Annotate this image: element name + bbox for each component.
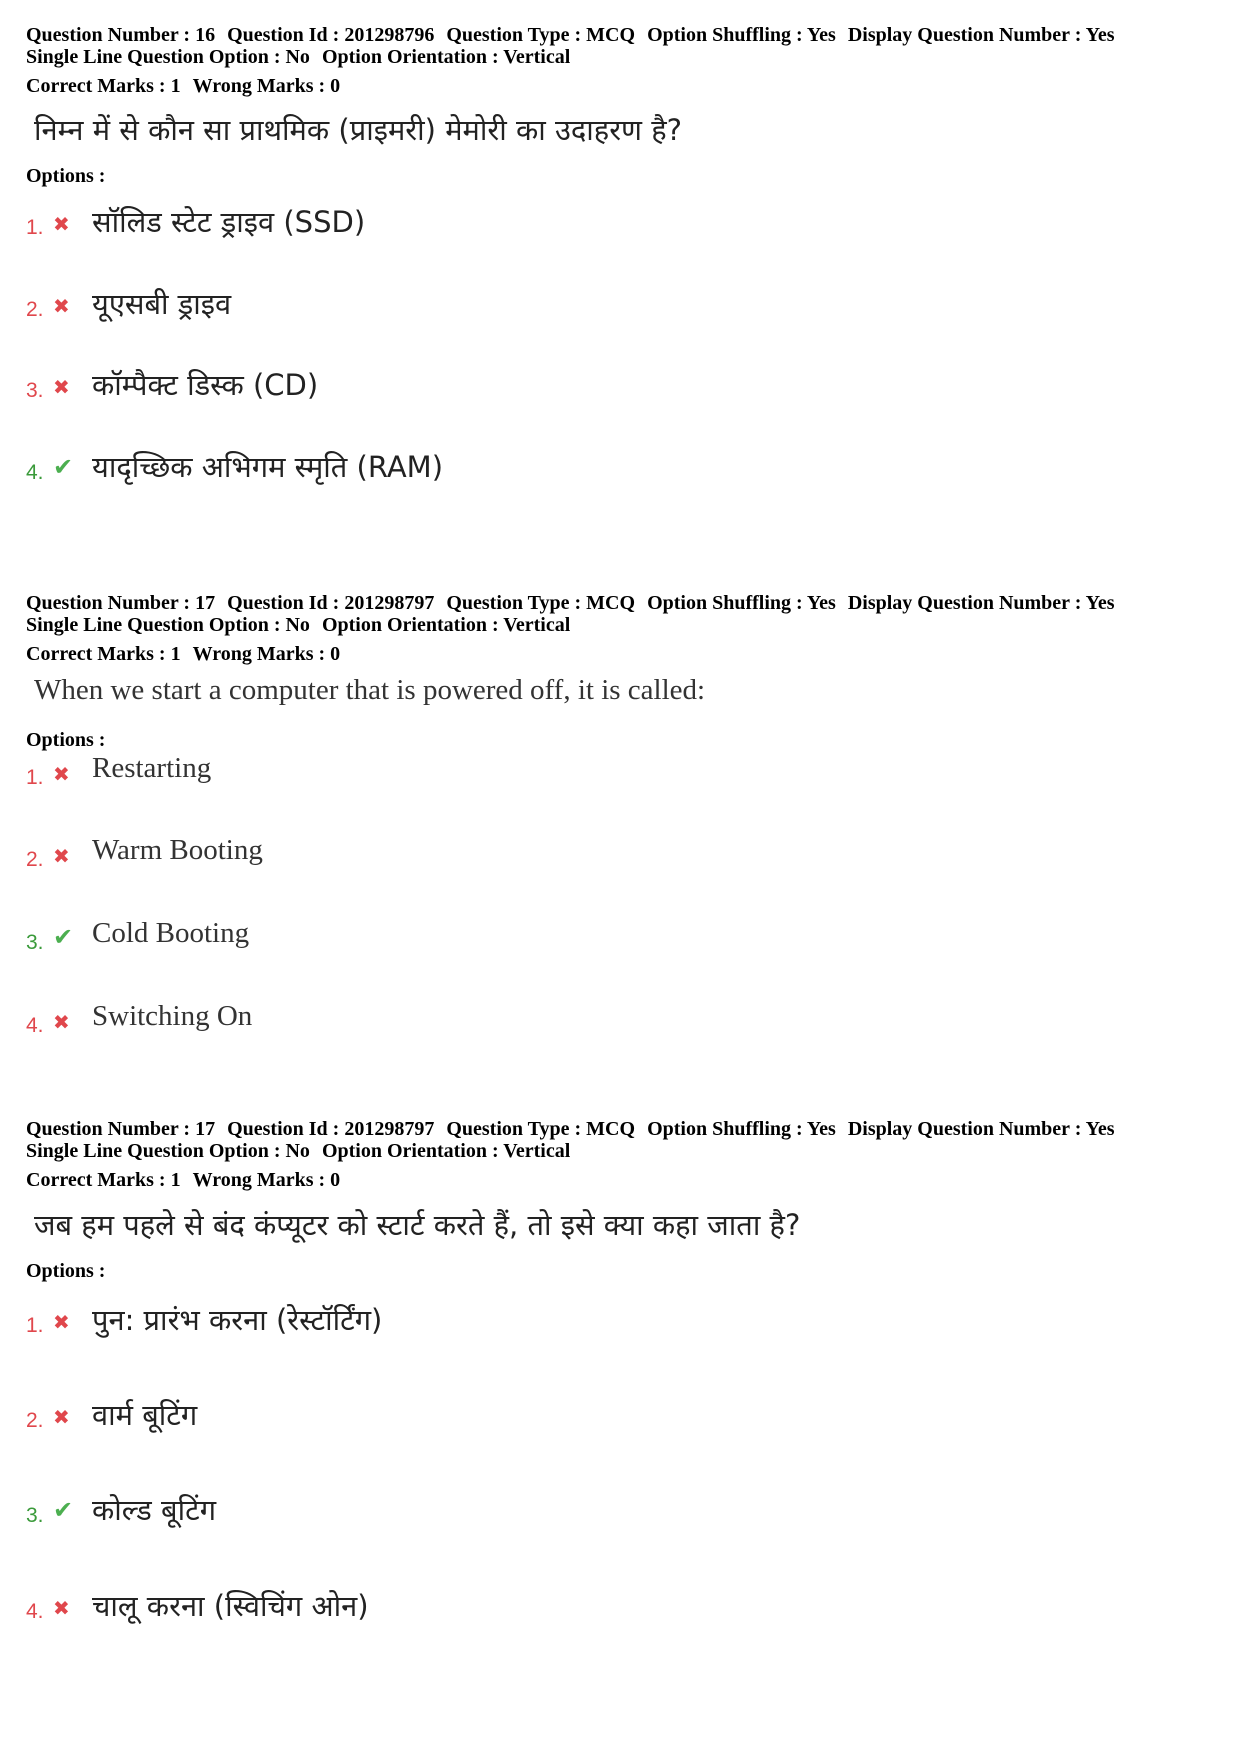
question-block-1 <box>26 24 1216 484</box>
option-text: चालू करना (स्विचिंग ओन) <box>92 1589 369 1623</box>
option-text: पुन: प्रारंभ करना (रेस्टॉर्टिंग) <box>92 1303 383 1337</box>
option-number: 2. <box>26 298 44 321</box>
option-text: सॉलिड स्टेट ड्राइव (SSD) <box>92 205 366 239</box>
question-block-2 <box>26 592 1216 1037</box>
question-text: जब हम पहले से बंद कंप्यूटर को स्टार्ट करते हैं, तो इसे क्या कहा जाता है? <box>34 1208 801 1242</box>
cross-icon: ✖ <box>53 844 70 868</box>
option-3 <box>26 917 1026 957</box>
display-question-number: Display Question Number : Yes <box>847 592 1115 614</box>
option-1 <box>26 752 1026 792</box>
option-number: 3. <box>26 931 44 954</box>
question-type: Question Type : MCQ <box>446 1118 636 1140</box>
cross-icon: ✖ <box>53 212 70 236</box>
correct-marks: Correct Marks : 1 <box>26 643 181 665</box>
marks-line <box>26 643 1216 665</box>
option-2 <box>26 284 1026 324</box>
question-meta-line-1 <box>26 1118 1216 1140</box>
option-2 <box>26 1395 1026 1435</box>
option-4 <box>26 1586 1026 1626</box>
option-number: 4. <box>26 1014 44 1037</box>
question-type: Question Type : MCQ <box>446 24 636 46</box>
wrong-marks: Wrong Marks : 0 <box>192 75 341 97</box>
single-line-option: Single Line Question Option : No <box>26 614 310 636</box>
question-meta-line-2 <box>26 46 1216 68</box>
option-4 <box>26 447 1026 487</box>
option-orientation: Option Orientation : Vertical <box>321 46 571 68</box>
option-text: वार्म बूटिंग <box>92 1398 198 1432</box>
cross-icon: ✖ <box>53 375 70 399</box>
option-number: 1. <box>26 766 44 789</box>
option-orientation: Option Orientation : Vertical <box>321 1140 571 1162</box>
check-icon: ✔ <box>53 923 74 951</box>
question-type: Question Type : MCQ <box>446 592 636 614</box>
correct-marks: Correct Marks : 1 <box>26 75 181 97</box>
question-block-3 <box>26 1118 1216 1623</box>
option-4 <box>26 1000 1026 1040</box>
option-text: कोल्ड बूटिंग <box>92 1493 217 1527</box>
display-question-number: Display Question Number : Yes <box>847 24 1115 46</box>
option-text: Warm Booting <box>92 834 263 866</box>
wrong-marks: Wrong Marks : 0 <box>192 1169 341 1191</box>
option-shuffling: Option Shuffling : Yes <box>647 24 836 46</box>
option-1 <box>26 1300 1026 1340</box>
option-number: 1. <box>26 216 44 239</box>
option-text: यादृच्छिक अभिगम स्मृति (RAM) <box>92 450 444 484</box>
option-number: 3. <box>26 379 44 402</box>
option-text: Cold Booting <box>92 917 250 949</box>
option-text: Switching On <box>92 1000 253 1032</box>
option-number: 2. <box>26 848 44 871</box>
option-text: यूएसबी ड्राइव <box>92 287 232 321</box>
question-id: Question Id : 201298797 <box>227 592 435 614</box>
option-3 <box>26 365 1026 405</box>
question-text: When we start a computer that is powered off, it is called: <box>34 674 706 706</box>
display-question-number: Display Question Number : Yes <box>847 1118 1115 1140</box>
options-label: Options : <box>26 729 106 751</box>
question-text: निम्न में से कौन सा प्राथमिक (प्राइमरी) मेमोरी का उदाहरण है? <box>34 113 683 147</box>
option-2 <box>26 834 1026 874</box>
wrong-marks: Wrong Marks : 0 <box>192 643 341 665</box>
options-label: Options : <box>26 165 106 187</box>
question-id: Question Id : 201298797 <box>227 1118 435 1140</box>
question-meta-line-1 <box>26 24 1216 46</box>
question-id: Question Id : 201298796 <box>227 24 435 46</box>
cross-icon: ✖ <box>53 1010 70 1034</box>
option-number: 3. <box>26 1504 44 1527</box>
single-line-option: Single Line Question Option : No <box>26 46 310 68</box>
options-label: Options : <box>26 1260 106 1282</box>
question-meta-line-2 <box>26 1140 1216 1162</box>
option-text: कॉम्पैक्ट डिस्क (CD) <box>92 368 319 402</box>
correct-marks: Correct Marks : 1 <box>26 1169 181 1191</box>
option-3 <box>26 1490 1026 1530</box>
option-text: Restarting <box>92 752 212 784</box>
option-orientation: Option Orientation : Vertical <box>321 614 571 636</box>
cross-icon: ✖ <box>53 294 70 318</box>
option-number: 4. <box>26 461 44 484</box>
question-number: Question Number : 16 <box>26 24 216 46</box>
option-number: 4. <box>26 1600 44 1623</box>
single-line-option: Single Line Question Option : No <box>26 1140 310 1162</box>
marks-line <box>26 1169 1216 1191</box>
question-number: Question Number : 17 <box>26 592 216 614</box>
cross-icon: ✖ <box>53 1405 70 1429</box>
option-shuffling: Option Shuffling : Yes <box>647 1118 836 1140</box>
marks-line <box>26 75 1216 97</box>
cross-icon: ✖ <box>53 1596 70 1620</box>
cross-icon: ✖ <box>53 762 70 786</box>
check-icon: ✔ <box>53 1496 74 1524</box>
option-shuffling: Option Shuffling : Yes <box>647 592 836 614</box>
check-icon: ✔ <box>53 453 74 481</box>
question-meta-line-1 <box>26 592 1216 614</box>
option-1 <box>26 202 1026 242</box>
cross-icon: ✖ <box>53 1310 70 1334</box>
question-meta-line-2 <box>26 614 1216 636</box>
question-number: Question Number : 17 <box>26 1118 216 1140</box>
option-number: 2. <box>26 1409 44 1432</box>
option-number: 1. <box>26 1314 44 1337</box>
